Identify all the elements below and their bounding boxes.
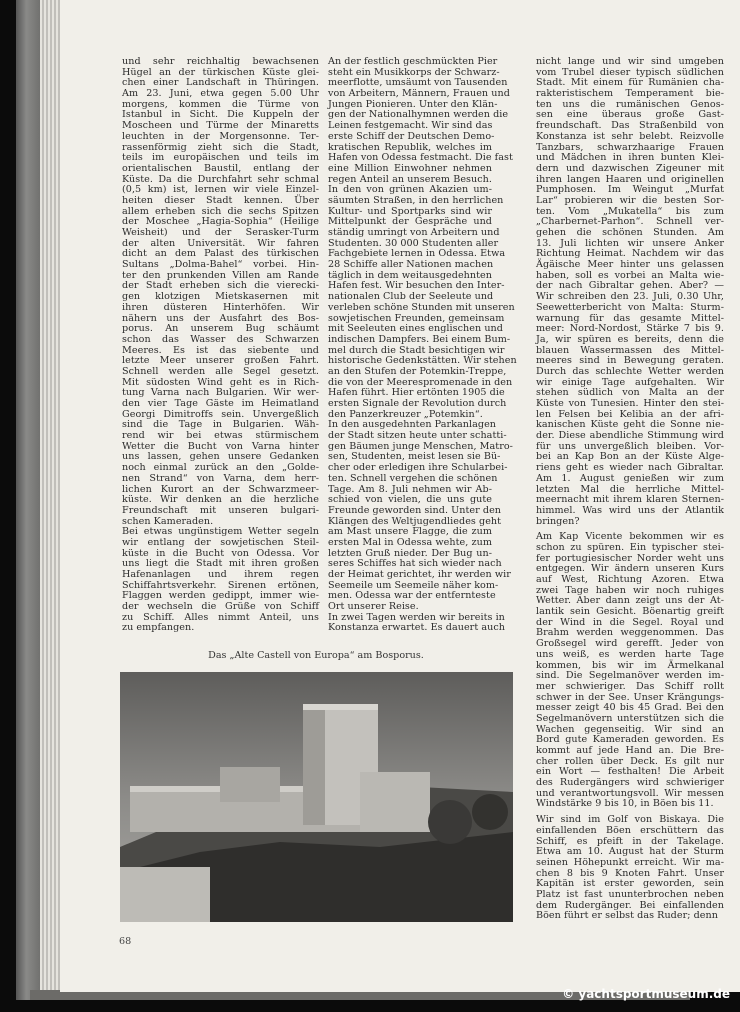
text-line: säumten Straßen, in den herrlichen <box>328 194 504 206</box>
castle-photo-image <box>120 672 513 922</box>
text-line: meeres sind in Bewegung geraten. <box>536 355 724 367</box>
text-line: gen Bäumen junge Menschen, Matro- <box>328 440 513 452</box>
text-line: stehen südlich von Malta an der <box>536 387 724 399</box>
text-line: warnung für das gesamte Mittel- <box>536 312 724 324</box>
text-line: Freunde geworden sind. Unter den <box>328 504 502 516</box>
text-line: wir einige Tage aufgehalten. Wir <box>536 376 724 388</box>
text-line: gen klotzigen Mietskasernen mit <box>122 291 319 303</box>
text-line: teils im europäischen und teils im <box>122 152 319 164</box>
text-line: Bei etwas ungünstigem Wetter segeln <box>122 526 319 538</box>
text-line: von Arbeitern, Männern, Frauen und <box>328 88 510 100</box>
text-column-2 <box>328 56 517 634</box>
text-line: morgens, kommen die Türme von <box>122 98 319 110</box>
text-line: des Rudergängers wird schwieriger <box>536 777 724 789</box>
text-line: vom Trubel dieser typisch südlichen <box>536 66 724 78</box>
text-line: lichen Kurort an der Schwarzmeer- <box>122 483 319 495</box>
text-line: Tage. Am 8. Juli nehmen wir Ab- <box>328 483 492 495</box>
text-line: riens geht es wieder nach Gibraltar. <box>536 462 724 474</box>
text-line: sind die Tage in Bulgarien. Wäh- <box>122 419 319 431</box>
text-line: Segelmanövern unterstützen sich die <box>536 712 724 724</box>
text-line: Schnell werden alle Segel gesetzt. <box>122 365 319 377</box>
text-line: der Stadt erheben sich die vierecki- <box>122 280 319 292</box>
text-line: sowjetischen Freunden, gemeinsam <box>328 312 505 324</box>
text-line: heiten dieser Stadt kennen. Über <box>122 194 319 206</box>
text-line: Fachgebiete lernen in Odessa. Etwa <box>328 248 506 260</box>
text-line: noch einmal zurück an den „Golde- <box>122 462 319 474</box>
text-line: Küste. Da die Durchfahrt sehr schmal <box>122 173 319 185</box>
text-line: indischen Dampfers. Bei einem Bum- <box>328 333 511 345</box>
text-line: für uns unvergeßlich bleiben. Vor- <box>536 440 724 452</box>
text-line: An der festlich geschmückten Pier <box>328 56 498 67</box>
text-line: In den ausgedehnten Parkanlagen <box>328 419 497 431</box>
text-line: entgegen. Wir ändern unseren Kurs <box>536 563 724 575</box>
text-line: Brahm werden weggenommen. Das <box>536 627 724 639</box>
text-line: schon das Wasser des Schwarzen <box>122 333 319 345</box>
text-line: letzten Gruß nieder. Der Bug un- <box>328 547 492 559</box>
text-line: schwer in der See. Unser Krängungs- <box>536 691 724 703</box>
castle-photo <box>120 672 513 922</box>
text-line: allem erheben sich die sechs Spitzen <box>122 205 319 217</box>
text-line: messer zeigt 40 bis 45 Grad. Bei den <box>536 702 724 714</box>
text-line: seres Schiffes hat sich wieder nach <box>328 558 502 570</box>
text-line: Moscheen und Türme der Minaretts <box>122 120 319 132</box>
text-line: Hafen fest. Wir besuchen den Inter- <box>328 280 505 292</box>
text-line: Wir schreiben den 23. Juli, 0.30 Uhr, <box>536 291 724 303</box>
text-line: Etwa am 10. August hat der Sturm <box>536 846 724 858</box>
text-line: Platz ist fast ununterbrochen neben <box>536 888 724 900</box>
text-line: Georgi Dimitroffs sein. Unvergeßlich <box>122 408 319 420</box>
text-line: Wachen gegenseitig. Wir sind an <box>536 723 724 735</box>
text-line: seinen Höhepunkt erreicht. Wir ma- <box>536 856 724 868</box>
text-line: und verantwortungsvoll. Wir messen <box>536 787 724 799</box>
text-line: (0,5 km) ist, lernen wir viele Einzel- <box>122 184 319 196</box>
text-line: auf West, Richtung Azoren. Etwa <box>536 574 724 585</box>
text-line: ersten Signale der Revolution durch <box>328 398 507 409</box>
text-line: Stadt. Mit einem für Rumänien cha- <box>536 77 724 89</box>
text-line: Bord gute Kameraden geworden. Es <box>536 734 724 746</box>
text-line: ten. Schnell vergehen die schönen <box>328 472 498 484</box>
text-line: ein Wort — festhalten! Die Arbeit <box>536 766 724 778</box>
text-line: letzte Meer unserer großen Fahrt. <box>122 355 319 367</box>
text-line: Durch das schlechte Wetter werden <box>536 365 724 377</box>
text-line: freundschaft. Das Straßenbild von <box>536 120 724 132</box>
text-line: kommen, bis wir im Ärmelkanal <box>536 659 724 671</box>
text-line: Klängen des Weltjugendliedes geht <box>328 515 502 527</box>
text-line: Am 1. August genießen wir zum <box>536 472 724 484</box>
text-line: haben, soll es vorbei an Malta wie- <box>536 269 724 281</box>
text-line: ihren langen Haaren und originellen <box>536 173 724 185</box>
text-line: zwei Tage haben wir noch ruhiges <box>536 584 724 596</box>
text-line: die von der Meerespromenade in den <box>328 376 513 388</box>
text-line: nen Strand“ von Varna, dem herr- <box>122 472 319 484</box>
text-line: Böen führt er selbst das Ruder; denn <box>536 910 718 922</box>
text-line: Sultans „Dolma-Bahel“ vorbei. Hin- <box>122 259 319 271</box>
text-line: Hafenanlagen und ihrem regen <box>122 569 319 580</box>
text-line: orientalischen Baustil, entlang der <box>122 162 319 174</box>
text-line: Konstanza ist sehr belebt. Reizvolle <box>536 130 724 142</box>
text-line: einfallenden Böen erschüttern das <box>536 824 724 836</box>
text-line: Wetter die Bucht von Varna hinter <box>122 440 319 452</box>
text-line: meernacht mit ihrem klaren Sternen- <box>536 494 724 506</box>
paragraph <box>536 532 724 810</box>
text-line: der nach Gibraltar gehen. Aber? — <box>536 280 724 292</box>
text-line: Mittelpunkt der Gespräche und <box>328 216 492 228</box>
text-line: Meeres. Es ist das siebente und <box>122 344 319 356</box>
text-line: Wir sind im Golf von Biskaya. Die <box>536 814 724 826</box>
text-line: dicht an dem Palast des türkischen <box>122 248 319 260</box>
text-column-1 <box>122 57 319 634</box>
text-line: Wetter. Aber dann zeigt uns der At- <box>536 595 724 607</box>
text-line: der Moschee „Hagia-Sophia“ (Heilige <box>122 216 319 228</box>
text-line: verleben schöne Stunden mit unseren <box>328 301 515 313</box>
text-line: nationalen Club der Seeleute und <box>328 291 494 303</box>
text-line: Hügel an der türkischen Küste glei- <box>122 66 319 78</box>
text-line: regen Anteil an unserem Besuch. <box>328 173 492 185</box>
text-line: Leinen festgemacht. Wir sind das <box>328 120 493 132</box>
text-line: eine Million Einwohner nehmen <box>328 162 492 174</box>
photo-caption: Das „Alte Castell von Europa“ am Bosporus. <box>208 650 424 661</box>
text-line: nicht lange und wir sind umgeben <box>536 56 724 67</box>
text-line: bei an Kap Bon an der Küste Alge- <box>536 451 724 463</box>
text-line: Weisheit) und der Serasker-Turm <box>122 227 319 238</box>
text-line: kratischen Republik, welches im <box>328 141 492 153</box>
text-line: Seemeile um Seemeile näher kom- <box>328 579 499 591</box>
text-line: schon zu spüren. Ein typischer stei- <box>536 541 724 553</box>
text-line: Hafen von Odessa festmacht. Die fast <box>328 152 513 164</box>
text-line: sen, Studenten, meist lesen sie Bü- <box>328 451 501 463</box>
text-line: cher rollen über Deck. Es gilt nur <box>536 755 724 767</box>
text-line: sind. Die Segelmanöver werden im- <box>536 670 724 682</box>
text-line: wir entlang der sowjetischen Steil- <box>122 536 319 548</box>
text-line: len Felsen bei Kelibia an der afri- <box>536 408 724 420</box>
text-line: rend wir bei etwas stürmischem <box>122 430 319 442</box>
text-line: Ja, wir spüren es bereits, denn die <box>536 333 724 345</box>
text-line: Schiff, es pfeift in der Takelage. <box>536 835 724 847</box>
text-line: Hafen führt. Hier ertönten 1905 die <box>328 387 505 399</box>
text-line: leuchten in der Morgensonne. Ter- <box>122 130 319 142</box>
text-line: ersten Mal in Odessa wehte, zum <box>328 536 492 548</box>
text-line: küste. Wir denken an die herzliche <box>122 494 319 506</box>
text-line: der Heimat gerichtet, ihr werden wir <box>328 569 511 580</box>
text-line: und sehr reichhaltig bewachsenen <box>122 56 319 67</box>
text-line: der Stadt sitzen heute unter schatti- <box>328 430 507 442</box>
text-line: zu empfangen. <box>122 622 195 634</box>
text-line: erste Schiff der Deutschen Demo- <box>328 130 495 142</box>
text-line: Kultur- und Sportparks sind wir <box>328 205 492 217</box>
text-line: chen einer Landschaft in Thüringen. <box>122 77 319 89</box>
watermark: © yachtsportmuseum.de <box>562 987 730 1001</box>
text-line: Am Kap Vicente bekommen wir es <box>536 531 724 543</box>
text-line: und Mädchen in ihren bunten Klei- <box>536 152 724 164</box>
text-line: „Charbernet-Parhon“. Schnell ver- <box>536 216 724 228</box>
text-line: bringen? <box>536 515 580 527</box>
text-line: an den Stufen der Potemkin-Treppe, <box>328 365 507 377</box>
paragraph <box>328 56 517 420</box>
text-line: steht ein Musikkorps der Schwarz- <box>328 66 500 78</box>
text-line: chen 8 bis 9 Knoten Fahrt. Unser <box>536 867 724 879</box>
text-column-3 <box>536 57 724 922</box>
text-line: dern und dazwischen Zigeuner mit <box>536 162 724 174</box>
text-line: gehen die schönen Stunden. Am <box>536 227 724 238</box>
paragraph <box>328 419 513 613</box>
text-line: Mit südosten Wind geht es in Rich- <box>122 376 319 388</box>
text-line: Ägäische Meer hinter uns gelassen <box>536 259 724 271</box>
text-line: porus. An unserem Bug schäumt <box>122 323 319 335</box>
text-line: men. Odessa war der entfernteste <box>328 590 496 602</box>
text-line: mel durch die Stadt besichtigen wir <box>328 344 505 356</box>
text-line: 28 Schiffe aller Nationen machen <box>328 259 494 271</box>
text-line: Flaggen werden gedippt, immer wie- <box>122 590 319 602</box>
paragraph <box>122 527 319 634</box>
text-line: meer: Nord-Nordost, Stärke 7 bis 9. <box>536 323 724 335</box>
text-line: ten. Vom „Mukatella“ bis zum <box>536 205 724 217</box>
text-line: ihren düsteren Hinterhöfen. Wir <box>122 301 319 313</box>
text-line: Richtung Heimat. Nachdem wir das <box>536 248 724 260</box>
text-line: am Mast unsere Flagge, die zum <box>328 526 492 538</box>
text-line: uns liegt die Stadt mit ihren großen <box>122 558 319 570</box>
text-line: Tanzbars, schwarzhaarige Frauen <box>536 141 724 153</box>
text-line: Pumphosen. Im Weingut „Murfat <box>536 184 724 196</box>
text-line: himmel. Was wird uns der Atlantik <box>536 504 724 516</box>
text-line: Am 23. Juni, etwa gegen 5.00 Uhr <box>122 88 319 100</box>
text-line: Küste von Tunesien. Hinter den stei- <box>536 398 724 409</box>
book-binding <box>16 0 42 1000</box>
text-line: dem Rudergänger. Bei einfallenden <box>536 899 724 911</box>
text-line: täglich in dem weitausgedehnten <box>328 269 492 281</box>
paragraph <box>536 57 724 527</box>
text-line: schied von vielen, die uns gute <box>328 494 492 506</box>
text-line: In den von grünen Akazien um- <box>328 184 492 196</box>
text-line: rakteristischem Temperament bie- <box>536 88 724 100</box>
text-line: den Panzerkreuzer „Potemkin“. <box>328 408 483 420</box>
page-number: 68 <box>119 936 132 947</box>
text-line: sen eine überaus große Gast- <box>536 109 724 121</box>
text-line: blauen Wassermassen des Mittel- <box>536 344 724 356</box>
text-line: Lar“ probieren wir die besten Sor- <box>536 194 724 206</box>
text-line: mit Seeleuten eines englischen und <box>328 323 503 335</box>
text-line: historische Gedenkstätten. Wir stehen <box>328 355 517 367</box>
text-line: Seewetterbericht von Malta: Sturm- <box>536 301 724 313</box>
text-line: fer portugiesischer Norder weht uns <box>536 552 724 564</box>
text-line: zu Schiff. Alles nimmt Anteil, uns <box>122 611 319 623</box>
text-line: tung Varna nach Bulgarien. Wir wer- <box>122 387 319 399</box>
text-line: Windstärke 9 bis 10, in Böen bis 11. <box>536 798 714 810</box>
text-line: ter den prunkenden Villen am Rande <box>122 269 319 281</box>
text-line: Studenten. 30 000 Studenten aller <box>328 237 499 249</box>
paragraph <box>328 611 505 634</box>
text-line: In zwei Tagen werden wir bereits in <box>328 611 505 623</box>
text-line: der. Diese abendliche Stimmung wird <box>536 430 724 442</box>
text-line: kommt auf jede Hand an. Die Bre- <box>536 745 724 756</box>
text-line: kanischen Küste geht die Sonne nie- <box>536 419 724 431</box>
text-line: Jungen Pionieren. Unter den Klän- <box>328 98 498 110</box>
text-line: ständig umringt von Arbeitern und <box>328 227 500 238</box>
paragraph <box>122 57 319 527</box>
text-line: lantik sein Gesicht. Böenartig greift <box>536 606 724 618</box>
paragraph <box>536 815 724 922</box>
text-line: meerflotte, umsäumt von Tausenden <box>328 77 508 89</box>
text-line: Ort unserer Reise. <box>328 601 419 613</box>
text-line: Konstanza erwartet. Es dauert auch <box>328 622 505 634</box>
text-line: gen der Nationalhymnen werden die <box>328 109 509 121</box>
text-line: Großsegel wird gerefft. Jeder von <box>536 638 724 650</box>
text-line: Schiffahrtsverkehr. Sirenen ertönen, <box>122 579 319 591</box>
text-line: 13. Juli lichten wir unsere Anker <box>536 237 724 249</box>
text-line: der alten Universität. Wir fahren <box>122 237 319 249</box>
text-line: den vier Tage Gäste im Heimatland <box>122 398 319 409</box>
text-line: uns lassen, gehen unsere Gedanken <box>122 451 319 463</box>
text-line: mer schwieriger. Das Schiff rollt <box>536 680 724 692</box>
text-line: rassenförmig zieht sich die Stadt, <box>122 141 319 153</box>
text-line: Kapitän ist erster geworden, sein <box>536 878 724 890</box>
text-line: cher oder erledigen ihre Schularbei- <box>328 462 508 474</box>
text-line: uns weiß, es werden harte Tage <box>536 648 724 660</box>
text-line: schen Kameraden. <box>122 515 214 527</box>
text-line: nähern uns der Ausfahrt des Bos- <box>122 312 319 324</box>
text-line: der Wind in die Segel. Royal und <box>536 616 724 628</box>
text-line: Istanbul in Sicht. Die Kuppeln der <box>122 109 319 121</box>
text-line: der wechseln die Grüße von Schiff <box>122 601 319 613</box>
text-line: ten uns die rumänischen Genos- <box>536 98 724 110</box>
text-line: küste in die Bucht von Odessa. Vor <box>122 547 319 559</box>
text-line: letzten Mal die herrliche Mittel- <box>536 483 724 495</box>
text-line: Freundschaft mit unseren bulgari- <box>122 504 319 516</box>
page-edges <box>40 0 62 998</box>
